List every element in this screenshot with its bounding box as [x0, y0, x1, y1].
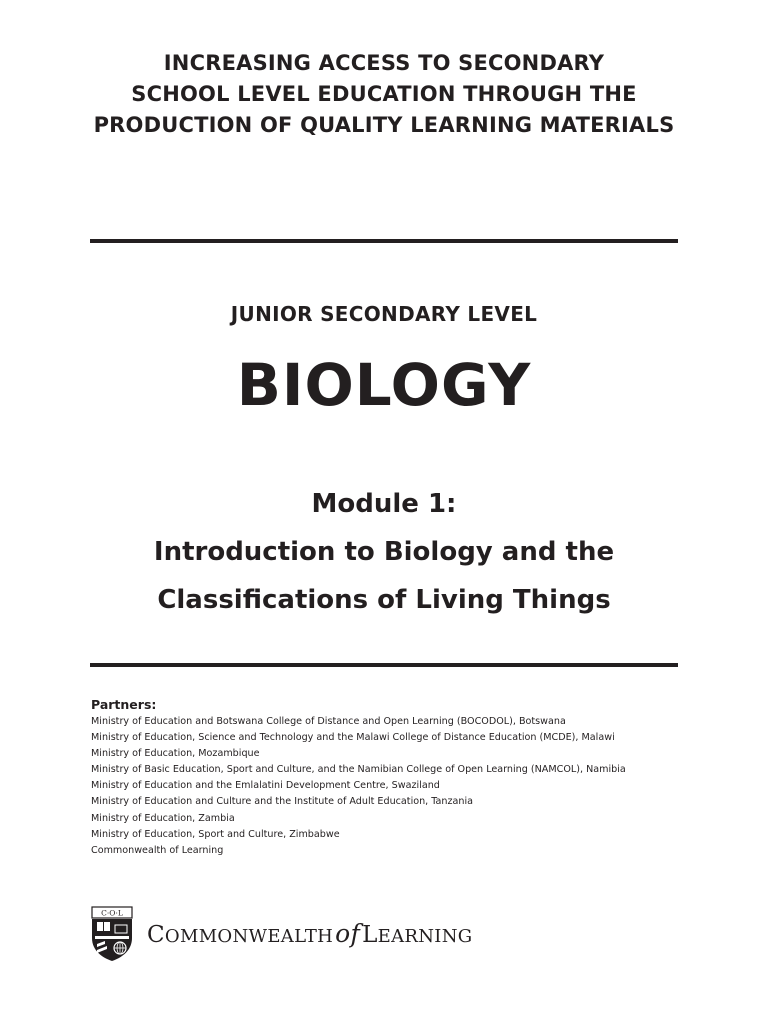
wordmark-rest: OMMONWEALTH — [164, 926, 334, 947]
top-divider — [90, 239, 678, 243]
partner-item: Ministry of Education and Culture and the Institute of Adult Education, Tanzania — [91, 796, 474, 808]
partner-item: Ministry of Basic Education, Sport and Culture, and the Namibian College of Open Learning (NAMCOL), Namibia — [91, 764, 626, 776]
module-title-line: Introduction to Biology and the — [153, 537, 615, 567]
partner-item: Ministry of Education, Mozambique — [91, 748, 260, 760]
wordmark-initial: L — [362, 922, 378, 948]
wordmark-initial: C — [147, 922, 165, 948]
module-title-line: Classifications of Living Things — [157, 585, 611, 615]
bottom-divider — [90, 663, 678, 667]
wordmark-rest: EARNING — [377, 926, 473, 947]
header-title-line: PRODUCTION OF QUALITY LEARNING MATERIALS — [93, 113, 675, 137]
partner-item: Commonwealth of Learning — [91, 844, 224, 856]
wordmark-of: of — [335, 919, 361, 948]
education-level: JUNIOR SECONDARY LEVEL — [230, 302, 538, 326]
partners-section — [91, 697, 711, 859]
header-title-line: INCREASING ACCESS TO SECONDARY — [163, 51, 605, 75]
partners-list — [91, 714, 711, 859]
document-header-title — [0, 48, 768, 141]
logo-wordmark — [147, 919, 472, 952]
partner-item: Ministry of Education and Botswana College of Distance and Open Learning (BOCODOL), Botswana — [91, 716, 566, 727]
commonwealth-of-learning-logo — [91, 906, 471, 962]
subject-title: BIOLOGY — [236, 351, 532, 419]
partner-item: Ministry of Education, Science and Technology and the Malawi College of Distance Education (MCDE), Malawi — [91, 732, 615, 744]
partner-item: Ministry of Education, Sport and Culture, Zimbabwe — [91, 828, 340, 840]
partners-heading: Partners: — [91, 697, 157, 712]
module-number: Module 1: — [311, 489, 457, 519]
partner-item: Ministry of Education and the Emlalatini Development Centre, Swaziland — [91, 780, 440, 792]
partner-item: Ministry of Education, Zambia — [91, 812, 235, 824]
header-title-line: SCHOOL LEVEL EDUCATION THROUGH THE — [131, 82, 637, 106]
module-heading — [0, 480, 768, 624]
crest-text: C·O·L — [101, 908, 123, 918]
col-crest-icon — [91, 906, 133, 962]
